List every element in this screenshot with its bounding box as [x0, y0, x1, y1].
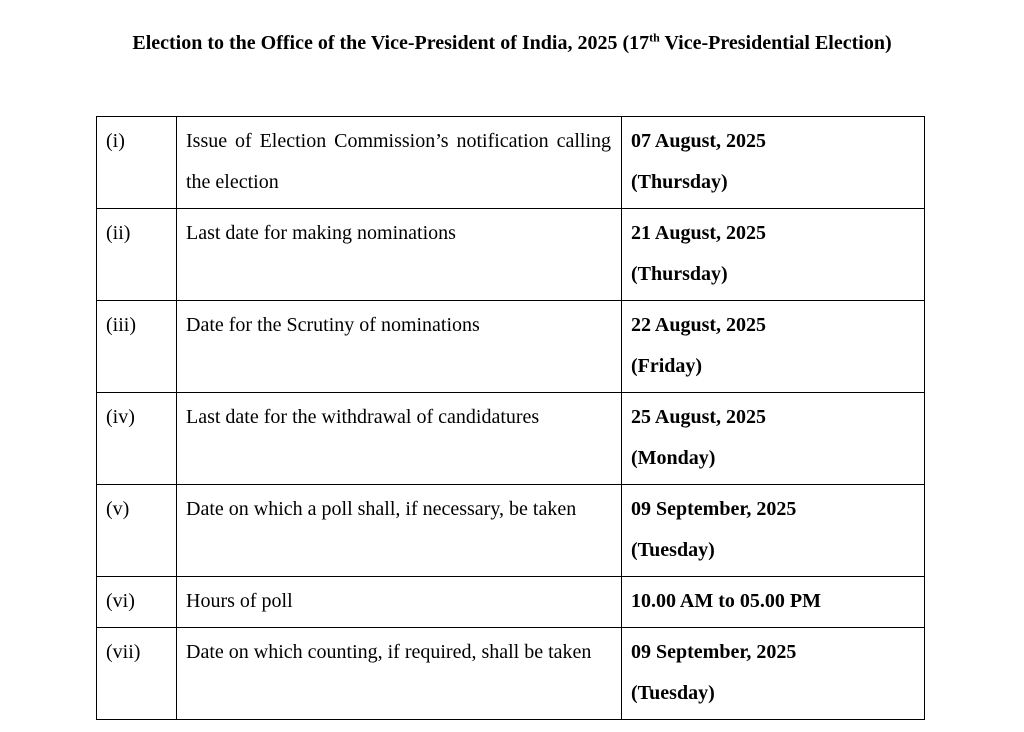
row-date: 21 August, 2025	[631, 222, 767, 244]
table-row	[97, 393, 925, 485]
table-row	[97, 628, 925, 720]
row-date: 07 August, 2025	[631, 130, 767, 152]
table-row	[97, 485, 925, 577]
document-title	[0, 30, 1024, 56]
row-date-cell	[622, 301, 925, 393]
row-date: 10.00 AM to 05.00 PM	[631, 590, 821, 612]
row-date: 09 September, 2025	[631, 498, 797, 520]
row-number: (v)	[97, 485, 177, 577]
row-number: (i)	[97, 117, 177, 209]
row-date-cell	[622, 577, 925, 628]
election-schedule-table	[96, 116, 925, 720]
row-date-cell	[622, 209, 925, 301]
row-date: 25 August, 2025	[631, 406, 767, 428]
row-event: Date for the Scrutiny of nominations	[177, 301, 622, 393]
row-day: (Monday)	[631, 447, 716, 469]
row-event: Last date for making nominations	[177, 209, 622, 301]
row-date: 09 September, 2025	[631, 641, 797, 663]
title-superscript: th	[649, 30, 660, 45]
row-day: (Tuesday)	[631, 539, 715, 561]
row-event: Date on which a poll shall, if necessary, be taken	[177, 485, 622, 577]
row-event: Date on which counting, if required, shall be taken	[177, 628, 622, 720]
row-date-cell	[622, 485, 925, 577]
table-row	[97, 577, 925, 628]
table-row	[97, 301, 925, 393]
row-number: (vii)	[97, 628, 177, 720]
row-number: (iii)	[97, 301, 177, 393]
row-day: (Tuesday)	[631, 682, 715, 704]
row-day: (Friday)	[631, 355, 703, 377]
row-date-cell	[622, 628, 925, 720]
title-text-end: Vice-Presidential Election)	[659, 32, 892, 54]
row-number: (vi)	[97, 577, 177, 628]
row-date-cell	[622, 393, 925, 485]
row-number: (iv)	[97, 393, 177, 485]
row-date-cell	[622, 117, 925, 209]
row-event: Issue of Election Commission’s notification calling the election	[177, 117, 622, 209]
row-day: (Thursday)	[631, 171, 728, 193]
row-event: Last date for the withdrawal of candidatures	[177, 393, 622, 485]
row-number: (ii)	[97, 209, 177, 301]
table-row	[97, 209, 925, 301]
row-date: 22 August, 2025	[631, 314, 767, 336]
row-day: (Thursday)	[631, 263, 728, 285]
table-row	[97, 117, 925, 209]
row-event: Hours of poll	[177, 577, 622, 628]
title-text: Election to the Office of the Vice-President of India, 2025 (17	[132, 32, 650, 54]
